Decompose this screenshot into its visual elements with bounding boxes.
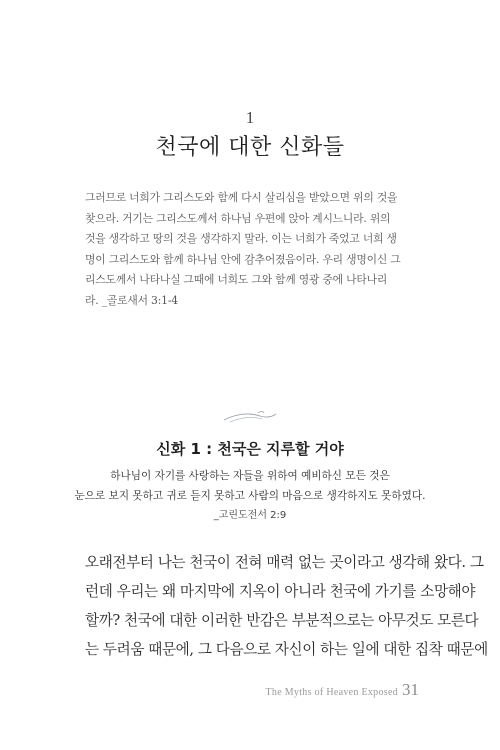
chapter-title: 천국에 대한 신화들 [155, 135, 345, 160]
epigraph-line: 것을 생각하고 땅의 것을 생각하지 말라. 이는 너희가 죽었고 너희 생 [85, 232, 397, 245]
epigraph-line: 찾으라. 거기는 그리스도께서 하나님 우편에 앉아 계시느니라. 위의 [85, 211, 391, 225]
chapter-number: 1 [245, 108, 255, 127]
scripture-quote [0, 466, 500, 526]
epigraph-line: 그러므로 너희가 그리스도와 함께 다시 살리심을 받았으면 위의 것을 [85, 191, 398, 204]
epigraph [85, 188, 420, 311]
scripture-reference: _고린도전서 2:9 [213, 510, 287, 521]
body-line: 할까? 천국에 대한 이러한 반감은 부분적으로는 아무것도 모른다 [85, 612, 479, 629]
scripture-line: 눈으로 보지 못하고 귀로 듣지 못하고 사람의 마음으로 생각하지도 못하였다. [74, 490, 426, 502]
flourish-ornament-icon [222, 408, 278, 426]
running-title: The Myths of Heaven Exposed [265, 687, 398, 698]
epigraph-line: 라. _골로새서 3:1-4 [85, 293, 178, 307]
body-paragraph [85, 548, 488, 664]
body-line: 오래전부터 나는 천국이 전혀 매력 없는 곳이라고 생각해 왔다. 그 [85, 554, 484, 571]
body-line: 런데 우리는 왜 마지막에 지옥이 아니라 천국에 가기를 소망해야 [85, 583, 476, 600]
epigraph-line: 리스도께서 나타나실 그때에 너희도 그와 함께 영광 중에 나타나리 [85, 273, 388, 286]
page-footer [0, 680, 419, 700]
page-number: 31 [402, 680, 419, 699]
epigraph-line: 명이 그리스도와 함께 하나님 안에 감추어졌음이라. 우리 생명이신 그 [85, 252, 401, 266]
myth-title: 신화 1 : 천국은 지루할 거야 [156, 440, 344, 458]
scripture-line: 하나님이 자기를 사랑하는 자들을 위하여 예비하신 모든 것은 [110, 470, 390, 482]
body-line: 는 두려움 때문에, 그 다음으로 자신이 하는 일에 대한 집착 때문에 [85, 641, 488, 658]
